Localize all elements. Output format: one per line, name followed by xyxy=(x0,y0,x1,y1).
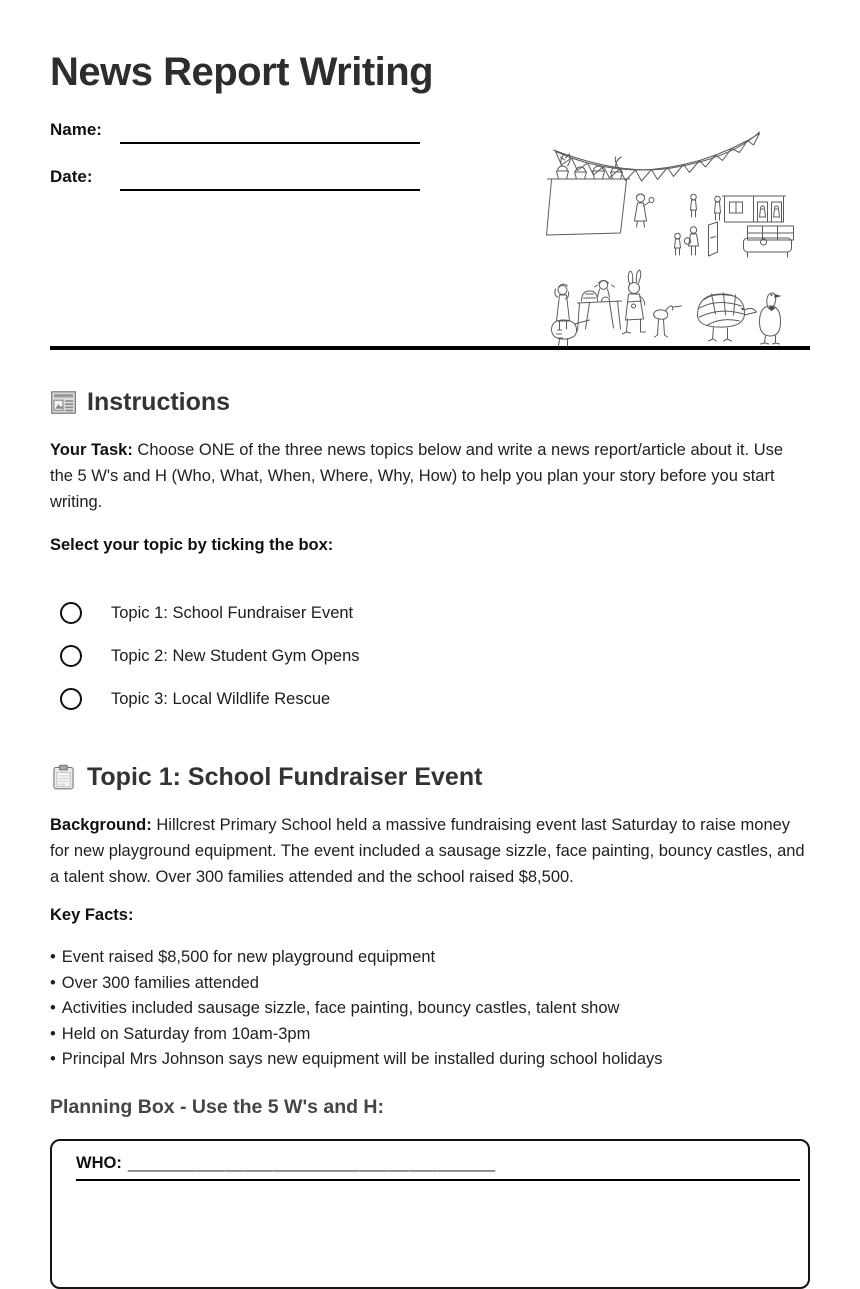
kangaroo xyxy=(623,270,646,334)
topic1-heading xyxy=(50,761,810,793)
bunting-string xyxy=(554,132,760,170)
fact-item xyxy=(50,945,810,971)
instructions-heading xyxy=(50,386,810,418)
school-fair-illustration xyxy=(540,118,825,358)
who-label: WHO: xyxy=(76,1153,122,1172)
bullet-glyph: • xyxy=(50,973,56,992)
bullet-glyph: • xyxy=(50,999,56,1017)
topic-1-radio[interactable] xyxy=(60,602,82,624)
topic-options xyxy=(50,601,810,711)
task-text: Choose ONE of the three news topics below and write a news report/article about it. Use the 5 W's and H (Who, What, When, Where, Why, How) to help you plan your story before you start writing. xyxy=(50,441,784,511)
clipboard-icon xyxy=(50,764,77,791)
fact-text: Over 300 families attended xyxy=(61,973,259,992)
kiwi-bird xyxy=(552,320,590,346)
date-input-line[interactable] xyxy=(120,167,420,191)
background-text: Hillcrest Primary School held a massive fundraising event last Saturday to raise money for new playground equipment. The event included a sausage sizzle, face painting, bouncy castles, and a talent show. Over 300 families attended and the school raised $8,500. xyxy=(50,816,805,886)
name-label: Name: xyxy=(50,120,102,139)
topic1-heading-text: Topic 1: School Fundraiser Event xyxy=(87,763,483,791)
planning-box-heading: Planning Box - Use the 5 W's and H: xyxy=(50,1095,385,1118)
background-label: Background: xyxy=(50,816,152,834)
fact-item xyxy=(50,971,810,997)
topic-2-label: Topic 2: New Student Gym Opens xyxy=(111,646,360,665)
fair-stall xyxy=(723,196,786,222)
fact-item xyxy=(50,996,810,1022)
topic-3-label: Topic 3: Local Wildlife Rescue xyxy=(111,689,331,708)
date-label: Date: xyxy=(50,167,93,186)
background-paragraph xyxy=(50,812,810,890)
newspaper-icon xyxy=(50,389,77,416)
key-facts-list xyxy=(50,945,810,1073)
fact-item xyxy=(50,1022,810,1048)
small-people xyxy=(691,194,721,220)
planning-row-who xyxy=(76,1154,800,1181)
task-paragraph xyxy=(50,437,810,515)
who-answer-line[interactable]: ______________________________________ xyxy=(127,1153,496,1172)
bullet-glyph: • xyxy=(50,1024,56,1043)
stilt-bird xyxy=(654,306,682,337)
worksheet-page xyxy=(0,48,860,1209)
bake-table xyxy=(547,154,630,235)
cake-stand xyxy=(578,281,622,332)
instructions-heading-text: Instructions xyxy=(87,388,231,416)
topic-option-3 xyxy=(50,687,810,711)
fact-item xyxy=(50,1047,810,1073)
topic-option-1 xyxy=(50,601,810,625)
topic-option-2 xyxy=(50,644,810,668)
fact-text: Activities included sausage sizzle, face painting, bouncy castles, talent show xyxy=(61,999,620,1017)
door-panel xyxy=(709,222,718,256)
planning-box xyxy=(50,1139,810,1289)
topic-3-radio[interactable] xyxy=(60,688,82,710)
bullet-glyph: • xyxy=(50,1050,56,1068)
sofa xyxy=(744,226,794,257)
shelled-bird xyxy=(698,293,757,341)
girl-with-kiwi xyxy=(555,284,570,329)
select-topic-prompt: Select your topic by ticking the box: xyxy=(50,536,334,554)
name-input-line[interactable] xyxy=(120,120,420,144)
fact-text: Principal Mrs Johnson says new equipment will be installed during school holidays xyxy=(61,1050,663,1068)
bullet-glyph: • xyxy=(50,948,56,966)
topic-1-label: Topic 1: School Fundraiser Event xyxy=(111,603,354,622)
task-label: Your Task: xyxy=(50,441,133,459)
fact-text: Held on Saturday from 10am-3pm xyxy=(61,1024,311,1043)
girl-figure xyxy=(635,194,655,227)
fact-text: Event raised $8,500 for new playground equipment xyxy=(61,948,436,966)
page-title: News Report Writing xyxy=(50,50,434,94)
key-facts-label: Key Facts: xyxy=(50,906,134,924)
goose xyxy=(760,293,782,344)
kids xyxy=(675,227,699,255)
topic-2-radio[interactable] xyxy=(60,645,82,667)
